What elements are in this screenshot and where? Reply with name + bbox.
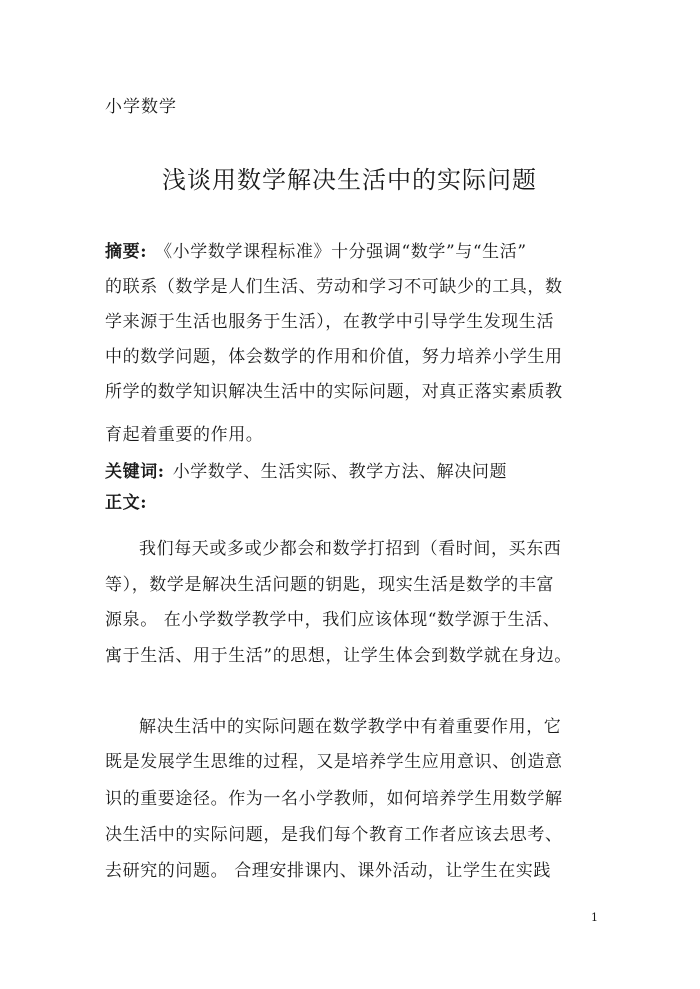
paragraph-line: 既是发展学生思维的过程，又是培养学生应用意识、创造意 [105,752,563,772]
paragraph-line: 等），数学是解决生活问题的钥匙，现实生活是数学的丰富 [105,575,555,595]
abstract-line: 的联系（数学是人们生活、劳动和学习不可缺少的工具，数 [105,277,563,297]
abstract-text: 《小学数学课程标准》十分强调“数学”与“生活” [155,242,527,262]
subject-header: 小学数学 [105,97,177,117]
paragraph-line: 决生活中的实际问题，是我们每个教育工作者应该去思考、 [105,825,563,845]
keywords-line [105,457,507,482]
paragraph-line: 解决生活中的实际问题在数学教学中有着重要作用，它 [139,717,562,737]
paragraph-line: 识的重要途径。作为一名小学教师，如何培养学生用数学解 [105,789,563,809]
page-number: 1 [591,911,598,924]
abstract-label: 摘要: [105,242,148,262]
abstract-line: 学来源于生活也服务于生活），在教学中引导学生发现生活 [105,312,555,332]
paragraph-line: 我们每天或多或少都会和数学打招到（看时间，买东西 [139,539,562,559]
document-title: 浅谈用数学解决生活中的实际问题 [162,166,537,194]
abstract-line: 中的数学问题，体会数学的作用和价值，努力培养小学生用 [105,347,563,367]
body-label: 正文: [105,493,148,513]
abstract-line [105,237,527,262]
abstract-line: 所学的数学知识解决生活中的实际问题，对真正落实素质教 [105,382,563,402]
paragraph-line: 源泉。 在小学数学教学中，我们应该体现“数学源于生活、 [105,610,561,630]
abstract-line: 育起着重要的作用。 [105,425,264,445]
paragraph-line: 寓于生活、用于生活”的思想，让学生体会到数学就在身边。 [105,646,572,666]
paragraph-line: 去研究的问题。 合理安排课内、课外活动，让学生在实践 [105,861,552,881]
keywords-label: 关键词: [105,462,165,482]
keywords-text: 小学数学、生活实际、教学方法、解决问题 [172,462,508,482]
